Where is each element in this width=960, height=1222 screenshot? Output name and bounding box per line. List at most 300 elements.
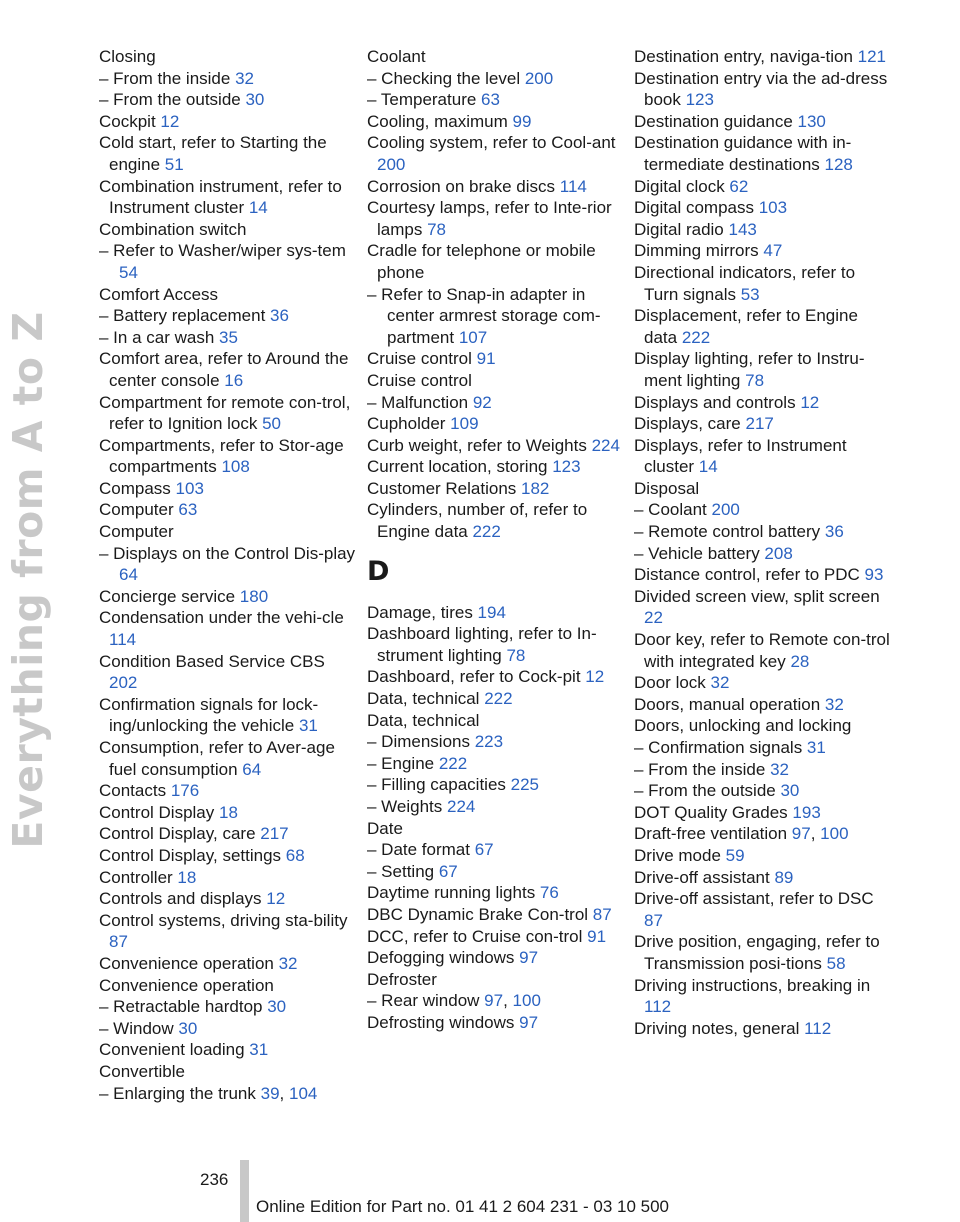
page-link[interactable]: 12 xyxy=(160,111,180,131)
page-link[interactable]: 200 xyxy=(711,500,740,520)
index-subentry xyxy=(367,796,625,818)
index-entry xyxy=(99,1061,357,1083)
page-link[interactable]: 108 xyxy=(221,457,250,477)
entry-text: Computer xyxy=(99,500,179,520)
entry-text: Doors, unlocking and locking xyxy=(634,716,852,736)
page-link[interactable]: 107 xyxy=(458,327,488,347)
page-link[interactable]: 217 xyxy=(260,824,289,844)
index-entry xyxy=(634,111,892,133)
entry-text: Convenience operation xyxy=(99,953,279,973)
page-link[interactable]: 30 xyxy=(267,997,287,1017)
index-subentry xyxy=(99,1018,357,1040)
index-subentry xyxy=(367,774,625,796)
entry-text: Defogging windows xyxy=(367,948,520,968)
page-link[interactable]: 68 xyxy=(285,845,305,865)
entry-text: Cradle for telephone or mobile phone xyxy=(367,241,596,282)
entry-text: DOT Quality Grades xyxy=(634,802,793,822)
index-entry xyxy=(634,888,892,931)
index-entry xyxy=(367,348,625,370)
index-entry xyxy=(634,867,892,889)
entry-text: Compass xyxy=(99,478,176,498)
index-entry xyxy=(634,931,892,974)
page-link[interactable]: 100 xyxy=(512,991,541,1011)
entry-text: – Window xyxy=(99,1018,179,1038)
entry-text: Divided screen view, split screen xyxy=(634,586,880,606)
entry-text: – Weights xyxy=(367,797,448,816)
entry-text: Comfort Access xyxy=(99,284,219,304)
page-link[interactable]: 32 xyxy=(278,953,298,973)
index-subentry xyxy=(367,68,625,90)
page-link[interactable]: 224 xyxy=(591,435,620,455)
index-subentry xyxy=(367,89,625,111)
entry-text: Closing xyxy=(99,47,156,66)
entry-text: – From the outside xyxy=(634,781,781,801)
page-link[interactable]: 78 xyxy=(427,219,446,239)
page-link[interactable]: 97 xyxy=(484,991,504,1011)
index-entry xyxy=(634,478,892,500)
entry-text: Data, technical xyxy=(367,689,485,709)
page-link[interactable]: 143 xyxy=(728,219,757,239)
entry-text: Daytime running lights xyxy=(367,883,540,903)
index-entry xyxy=(634,586,892,629)
page-link[interactable]: 193 xyxy=(792,802,821,822)
entry-text: Date xyxy=(367,818,403,838)
index-subentry xyxy=(367,392,625,414)
index-entry xyxy=(634,975,892,1018)
entry-text: Courtesy lamps, refer to Inte-rior lamps xyxy=(367,198,612,239)
index-entry xyxy=(634,219,892,241)
entry-text: Concierge service xyxy=(99,586,240,606)
index-entry xyxy=(367,1012,625,1034)
page-link[interactable]: 217 xyxy=(745,414,774,434)
page-link[interactable]: 31 xyxy=(298,716,318,736)
index-entry xyxy=(634,802,892,824)
entry-text: Driving instructions, breaking in xyxy=(634,975,871,995)
index-entry xyxy=(634,694,892,716)
entry-text: DCC, refer to Cruise con-trol xyxy=(367,926,588,946)
index-entry xyxy=(367,969,625,991)
entry-text: Combination switch xyxy=(99,219,247,239)
page-link[interactable]: 31 xyxy=(806,738,826,757)
entry-text: Displacement, refer to Engine data xyxy=(634,306,858,347)
entry-text: – Temperature xyxy=(367,90,482,110)
index-subentry: – Rear window 97, 100 xyxy=(367,991,541,1011)
page-link[interactable]: 114 xyxy=(109,630,137,650)
index-entry xyxy=(99,780,357,802)
index-subentry xyxy=(367,731,625,753)
index-entry xyxy=(367,623,625,666)
page-link[interactable]: 91 xyxy=(587,926,607,946)
index-subentry xyxy=(634,780,892,802)
index-subentry xyxy=(367,839,625,861)
entry-text: Control systems, driving sta-bility xyxy=(99,910,348,930)
page-link[interactable]: 121 xyxy=(857,47,887,66)
index-subentry xyxy=(367,861,625,883)
entry-text: Controller xyxy=(99,867,178,887)
page-link[interactable]: 109 xyxy=(450,414,479,434)
entry-text: Distance control, refer to PDC xyxy=(634,565,865,585)
index-subentry xyxy=(634,543,892,565)
page-link[interactable]: 62 xyxy=(729,176,749,196)
index-subentry xyxy=(99,68,357,90)
page-link[interactable]: 28 xyxy=(790,651,810,671)
entry-text: – Coolant xyxy=(634,500,712,520)
index-entry xyxy=(634,413,892,435)
page-link[interactable]: 87 xyxy=(592,904,612,924)
entry-text: Drive position, engaging, refer to Transmission posi-tions xyxy=(634,932,880,973)
entry-text: – Retractable hardtop xyxy=(99,997,268,1017)
entry-text: Drive-off assistant xyxy=(634,867,775,887)
page-link[interactable]: 123 xyxy=(685,90,714,110)
entry-text: Cold start, refer to Starting the engine xyxy=(99,133,327,174)
index-subentry xyxy=(634,521,892,543)
entry-text: – Rear window xyxy=(367,991,485,1011)
index-entry xyxy=(634,305,892,348)
index-entry xyxy=(367,46,625,68)
entry-text: Displays, care xyxy=(634,414,746,434)
index-entry xyxy=(367,882,625,904)
entry-text: Doors, manual operation xyxy=(634,694,825,714)
page-link[interactable]: 39 xyxy=(260,1083,280,1103)
page-link[interactable]: 14 xyxy=(698,457,718,477)
entry-text: – Date format xyxy=(367,840,475,860)
index-entry xyxy=(367,947,625,969)
entry-text: – Filling capacities xyxy=(367,775,511,795)
page-link[interactable]: 97 xyxy=(519,1012,539,1032)
page-link[interactable]: 99 xyxy=(512,111,532,131)
page-link[interactable]: 67 xyxy=(474,840,494,860)
index-subentry xyxy=(634,737,892,759)
index-subentry xyxy=(99,89,357,111)
index-entry xyxy=(634,68,892,111)
page-link[interactable]: 16 xyxy=(224,370,244,390)
entry-text: Control Display, settings xyxy=(99,845,286,865)
entry-text: Convenience operation xyxy=(99,975,274,995)
page-link[interactable]: 224 xyxy=(447,797,476,816)
entry-text: Confirmation signals for lock-ing/unlocking the vehicle xyxy=(99,694,319,736)
index-entry xyxy=(634,240,892,262)
entry-text: Display lighting, refer to Instru-ment lighting xyxy=(634,349,865,390)
side-tab xyxy=(0,0,56,1160)
page-link[interactable]: 123 xyxy=(552,457,581,477)
entry-text: – In a car wash xyxy=(99,327,220,347)
index-column-2 xyxy=(367,46,625,1034)
entry-text: – Confirmation signals xyxy=(634,738,807,757)
page-link[interactable]: 223 xyxy=(474,732,504,752)
entry-text: Compartments, refer to Stor-age compartments xyxy=(99,435,344,477)
footer-bar xyxy=(240,1160,249,1222)
index-entry xyxy=(99,694,357,737)
entry-text: Damage, tires xyxy=(367,602,478,622)
page-link[interactable]: 76 xyxy=(539,883,559,903)
index-entry xyxy=(99,499,357,521)
entry-text: – Enlarging the trunk xyxy=(99,1083,261,1103)
index-column-1 xyxy=(99,46,357,1104)
index-entry xyxy=(99,975,357,997)
page-link[interactable]: 32 xyxy=(824,694,844,714)
entry-text: – Vehicle battery xyxy=(634,543,765,563)
index-entry xyxy=(367,688,625,710)
index-entry xyxy=(634,564,892,586)
index-entry xyxy=(634,262,892,305)
entry-text: Cockpit xyxy=(99,111,161,131)
index-entry xyxy=(99,910,357,953)
index-entry xyxy=(99,521,357,543)
page-link[interactable]: 87 xyxy=(109,932,128,952)
index-entry xyxy=(99,219,357,241)
index-entry xyxy=(634,132,892,175)
index-subentry xyxy=(99,996,357,1018)
entry-text: Door lock xyxy=(634,673,711,693)
index-subentry xyxy=(99,240,357,283)
index-entry xyxy=(99,586,357,608)
entry-text: Combination instrument, refer to Instrument cluster xyxy=(99,176,342,218)
entry-text: Digital compass xyxy=(634,198,759,218)
page-link[interactable]: 36 xyxy=(824,522,844,542)
index-entry xyxy=(367,818,625,840)
index-entry xyxy=(634,435,892,478)
entry-text: Defroster xyxy=(367,969,437,989)
index-entry xyxy=(634,46,892,68)
index-entry xyxy=(99,392,357,435)
page-link[interactable]: 18 xyxy=(177,867,197,887)
entry-text: Displays, refer to Instrument cluster xyxy=(634,435,847,477)
index-entry xyxy=(367,111,625,133)
index-entry xyxy=(634,845,892,867)
entry-text: Current location, storing xyxy=(367,457,553,477)
index-subentry xyxy=(367,753,625,775)
page-link[interactable]: 18 xyxy=(219,802,238,822)
index-subentry xyxy=(99,543,357,586)
entry-text: – Dimensions xyxy=(367,732,475,752)
page-link[interactable]: 32 xyxy=(710,673,730,693)
page-link[interactable]: 22 xyxy=(644,608,663,628)
entry-text: – Refer to Snap-in adapter in center armrest storage com-partment xyxy=(367,284,601,347)
footer-text: Online Edition for Part no. 01 41 2 604 231 - 03 10 500 xyxy=(256,1197,670,1216)
index-entry xyxy=(367,602,625,624)
entry-text: – Checking the level xyxy=(367,68,525,88)
page-link[interactable]: 180 xyxy=(239,586,269,606)
page-link[interactable]: 200 xyxy=(524,68,554,88)
index-column-3 xyxy=(634,46,892,1039)
entry-text: Data, technical xyxy=(367,710,480,730)
page-link[interactable]: 225 xyxy=(510,775,539,795)
section-letter: D xyxy=(367,555,390,587)
entry-text: Control Display xyxy=(99,802,219,822)
entry-text: Cooling system, refer to Cool-ant xyxy=(367,133,616,153)
index-entry xyxy=(634,176,892,198)
page-link[interactable]: 58 xyxy=(826,953,846,973)
entry-text: Curb weight, refer to Weights xyxy=(367,435,592,455)
page-link[interactable]: 103 xyxy=(175,478,204,498)
entry-text: – Battery replacement xyxy=(99,306,271,326)
page-link[interactable]: 89 xyxy=(774,867,794,887)
side-tab-label: Everything from A to Z xyxy=(4,311,52,849)
page-link[interactable]: 222 xyxy=(484,689,513,709)
index-entry xyxy=(99,607,357,650)
entry-text: – Malfunction xyxy=(367,392,473,412)
entry-text: – Refer to Washer/wiper sys-tem xyxy=(99,241,346,261)
page-link[interactable]: 128 xyxy=(824,154,853,174)
page-link[interactable]: 63 xyxy=(481,90,500,110)
page-link[interactable]: 47 xyxy=(763,241,783,261)
page-link[interactable]: 59 xyxy=(725,845,745,865)
index-entry xyxy=(367,710,625,732)
page-link[interactable]: 200 xyxy=(377,154,406,174)
index-entry xyxy=(367,176,625,198)
page-link[interactable]: 54 xyxy=(119,262,138,282)
index-entry xyxy=(367,132,625,175)
page-link[interactable]: 30 xyxy=(245,90,265,110)
index-subentry xyxy=(367,284,625,349)
index-entry xyxy=(367,926,625,948)
page-link[interactable]: 30 xyxy=(178,1018,198,1038)
index-entry xyxy=(99,845,357,867)
entry-text: Defrosting windows xyxy=(367,1012,520,1032)
page-link[interactable]: 35 xyxy=(219,327,238,347)
entry-text: Condition Based Service CBS xyxy=(99,651,325,671)
index-entry xyxy=(99,737,357,780)
index-entry xyxy=(634,197,892,219)
page-link[interactable]: 208 xyxy=(764,543,793,563)
page-link[interactable]: 130 xyxy=(797,111,826,131)
entry-text: DBC Dynamic Brake Con-trol xyxy=(367,904,593,924)
entry-text: Consumption, refer to Aver-age fuel consumption xyxy=(99,738,335,779)
entry-text: – Setting xyxy=(367,861,439,881)
page-link[interactable]: 63 xyxy=(178,500,198,520)
entry-text: Cooling, maximum xyxy=(367,111,513,131)
page-link[interactable]: 14 xyxy=(248,198,268,218)
page-link[interactable]: 30 xyxy=(780,781,800,801)
entry-text: Drive-off assistant, refer to DSC xyxy=(634,889,874,909)
entry-text: Digital radio xyxy=(634,219,729,239)
page-link[interactable]: 194 xyxy=(477,602,506,622)
page-link[interactable]: 114 xyxy=(559,176,587,196)
index-subentry xyxy=(634,759,892,781)
page-link[interactable]: 104 xyxy=(288,1083,318,1103)
entry-text: Dashboard, refer to Cock-pit xyxy=(367,667,586,687)
page-link[interactable]: 64 xyxy=(242,759,262,779)
index-entry xyxy=(367,370,625,392)
page-link[interactable]: 50 xyxy=(262,414,281,434)
entry-text: Convertible xyxy=(99,1061,185,1081)
entry-text: Cruise control xyxy=(367,349,477,369)
page-link[interactable]: 93 xyxy=(864,565,884,585)
index-entry xyxy=(99,1039,357,1061)
index-entry xyxy=(367,478,625,500)
entry-text: Control Display, care xyxy=(99,824,261,844)
index-entry: Draft-free ventilation 97, 100 xyxy=(634,824,849,844)
page-link[interactable]: 100 xyxy=(820,824,849,844)
page-link[interactable]: 53 xyxy=(740,284,760,304)
page-link[interactable]: 97 xyxy=(519,948,539,968)
page-link[interactable]: 103 xyxy=(758,198,788,218)
page-link[interactable]: 78 xyxy=(506,645,526,665)
index-entry xyxy=(99,348,357,391)
index-entry xyxy=(99,46,357,68)
index-entry xyxy=(99,176,357,219)
index-entry xyxy=(99,478,357,500)
index-entry xyxy=(367,456,625,478)
index-entry xyxy=(634,392,892,414)
page-link[interactable]: 31 xyxy=(249,1040,269,1060)
entry-text: Cylinders, number of, refer to Engine data xyxy=(367,500,588,542)
page-link[interactable]: 91 xyxy=(476,349,496,369)
entry-text: Compartment for remote con-trol, refer to Ignition lock xyxy=(99,392,351,434)
page-link[interactable]: 87 xyxy=(644,910,663,930)
index-entry xyxy=(99,888,357,910)
index-entry xyxy=(367,666,625,688)
entry-text: Destination guidance with in-termediate destinations xyxy=(634,133,852,174)
entry-text: Driving notes, general xyxy=(634,1018,805,1038)
page-link[interactable]: 112 xyxy=(804,1018,832,1038)
page-link[interactable]: 32 xyxy=(235,68,254,88)
page-link[interactable]: 32 xyxy=(770,759,789,779)
entry-text: Convenient loading xyxy=(99,1040,250,1060)
page-link[interactable]: 12 xyxy=(266,889,286,909)
index-entry xyxy=(99,284,357,306)
index-entry xyxy=(99,823,357,845)
entry-text: – Remote control battery xyxy=(634,522,825,542)
entry-text: Dashboard lighting, refer to In-strument lighting xyxy=(367,624,597,665)
page-link[interactable]: 92 xyxy=(472,392,492,412)
index-entry xyxy=(99,435,357,478)
page-link[interactable]: 67 xyxy=(438,861,458,881)
entry-text: Directional indicators, refer to Turn signals xyxy=(634,262,856,304)
page-link[interactable]: 112 xyxy=(644,997,672,1017)
entry-text: Disposal xyxy=(634,478,700,498)
entry-text: – From the inside xyxy=(99,68,236,88)
index-entry xyxy=(634,1018,892,1040)
page-link[interactable]: 51 xyxy=(164,154,184,174)
entry-text: Comfort area, refer to Around the center console xyxy=(99,349,349,390)
index-subentry: – Enlarging the trunk 39, 104 xyxy=(99,1083,318,1103)
entry-text: Coolant xyxy=(367,47,426,66)
entry-text: Controls and displays xyxy=(99,889,267,909)
page-link[interactable]: 222 xyxy=(681,327,711,347)
entry-text: Drive mode xyxy=(634,845,726,865)
index-entry xyxy=(634,348,892,391)
page-link[interactable]: 222 xyxy=(472,522,501,542)
entry-text: Door key, refer to Remote con-trol with integrated key xyxy=(634,630,890,671)
index-entry xyxy=(634,672,892,694)
index-entry xyxy=(99,132,357,175)
entry-text: – Displays on the Control Dis-play xyxy=(99,543,356,563)
entry-text: Condensation under the vehi-cle xyxy=(99,608,344,628)
index-entry xyxy=(367,413,625,435)
page-link[interactable]: 12 xyxy=(800,392,820,412)
page-link[interactable]: 176 xyxy=(170,781,200,801)
page-link[interactable]: 97 xyxy=(791,824,811,844)
page-link[interactable]: 64 xyxy=(119,565,138,585)
page-link[interactable]: 182 xyxy=(521,478,550,498)
page-link[interactable]: 36 xyxy=(270,306,289,326)
page-link[interactable]: 222 xyxy=(438,753,468,773)
page-link[interactable]: 202 xyxy=(109,673,138,693)
page-link[interactable]: 12 xyxy=(585,667,605,687)
entry-text: Customer Relations xyxy=(367,478,522,498)
index-entry xyxy=(99,651,357,694)
index-entry xyxy=(367,197,625,240)
page-link[interactable]: 78 xyxy=(745,370,765,390)
entry-text: – Engine xyxy=(367,753,439,773)
index-entry xyxy=(99,867,357,889)
entry-text: Destination guidance xyxy=(634,111,798,131)
entry-text: Destination entry, naviga-tion xyxy=(634,47,858,66)
index-subentry xyxy=(99,327,357,349)
entry-text: Displays and controls xyxy=(634,392,801,412)
index-entry xyxy=(367,904,625,926)
